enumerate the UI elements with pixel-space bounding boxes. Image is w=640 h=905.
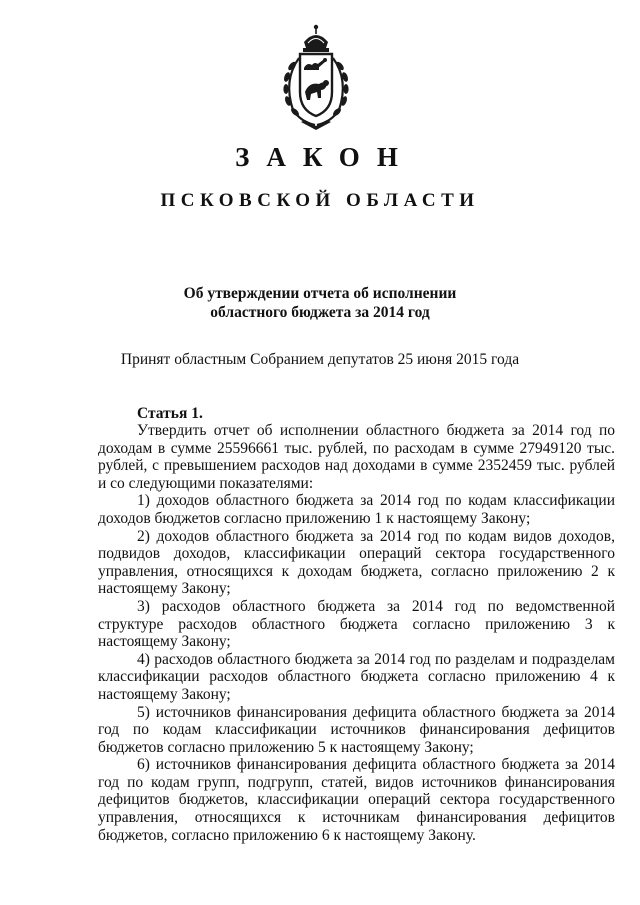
subject-line-1: Об утверждении отчета об исполнении	[183, 285, 457, 302]
article-paragraph: Утвердить отчет об исполнении областного бюджета за 2014 год по доходам в сумме 25596661 тыс. рублей, по расходам в сумме 27949120 тыс. рублей, с превышением расходов над доходами в сумме 2352459 тыс. рублей и со следующими показателями:	[98, 422, 615, 492]
article-paragraph: 6) источников финансирования дефицита областного бюджета за 2014 год по кодам групп, подгрупп, статей, видов источников финансирования дефицитов бюджетов, классификации операций сектора государственного управления, относящихся к источникам финансирования дефицитов бюджетов, согласно приложению 6 к настоящему Закону.	[98, 756, 615, 844]
article-paragraph: 2) доходов областного бюджета за 2014 год по кодам видов доходов, подвидов доходов, классификации операций сектора государственного управления, относящихся к доходам бюджета, согласно приложению 2 к настоящему Закону;	[98, 527, 615, 598]
region-title: ПСКОВСКОЙ ОБЛАСТИ	[160, 190, 480, 211]
article-paragraph: 4) расходов областного бюджета за 2014 год по разделам и подразделам классификации расходов областного бюджета согласно приложению 4 к настоящему Закону;	[98, 650, 615, 703]
law-subject	[0, 284, 640, 322]
adoption-note: Принят областным Собранием депутатов 25 июня 2015 года	[120, 351, 520, 368]
article-body	[98, 422, 615, 844]
article-paragraph: 5) источников финансирования дефицита областного бюджета за 2014 год по кодам классификации источников финансирования дефицитов бюджетов согласно приложению 5 к настоящему Закону;	[98, 703, 615, 756]
law-title: ЗАКОН	[235, 142, 415, 172]
subject-line-2: областного бюджета за 2014 год	[210, 304, 430, 321]
coat-of-arms-emblem	[275, 22, 357, 134]
article-paragraph: 3) расходов областного бюджета за 2014 год по ведомственной структуре расходов областного бюджета согласно приложению 3 к настоящему Закону;	[98, 597, 615, 651]
article-paragraph: 1) доходов областного бюджета за 2014 год по кодам классификации доходов бюджетов согласно приложению 1 к настоящему Закону;	[98, 492, 615, 527]
article-heading: Статья 1.	[137, 405, 203, 422]
